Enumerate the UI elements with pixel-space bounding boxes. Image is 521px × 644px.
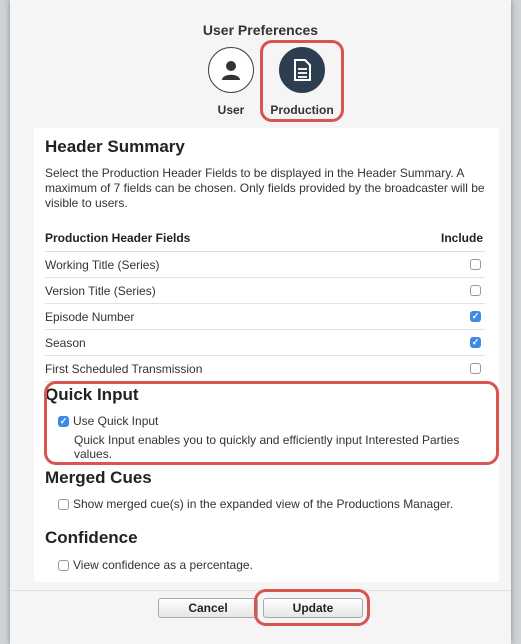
tab-production-label: Production [270,103,334,117]
table-row [45,330,485,356]
tab-user[interactable] [196,47,266,117]
include-checkbox[interactable] [470,337,481,348]
table-row [45,252,485,278]
table-row [45,304,485,330]
header-fields-table [45,225,485,382]
user-icon [208,47,254,93]
quick-input-title: Quick Input [45,385,139,404]
include-checkbox[interactable] [470,259,481,270]
table-row [45,278,485,304]
row-label: Working Title (Series) [45,257,160,272]
include-checkbox[interactable] [470,363,481,374]
include-checkbox[interactable] [470,285,481,296]
quick-input-label: Use Quick Input [73,414,159,428]
column-header-include: Include [440,231,483,245]
row-label: Season [45,335,86,350]
quick-input-description: Quick Input enables you to quickly and efficiently input Interested Parties values. [74,433,460,461]
update-button[interactable]: Update [263,598,363,618]
production-tab-highlight [260,40,344,122]
column-header-fields: Production Header Fields [45,231,191,245]
confidence-checkbox[interactable] [58,560,69,571]
cancel-button[interactable]: Cancel [158,598,258,618]
confidence-title: Confidence [45,528,138,547]
row-label: Version Title (Series) [45,283,156,298]
confidence-option[interactable] [58,558,253,572]
row-label: First Scheduled Transmission [45,361,203,376]
preferences-content [34,128,499,582]
update-button-highlight [254,589,370,626]
merged-cues-title: Merged Cues [45,468,152,487]
merged-cues-option[interactable] [58,497,453,511]
merged-cues-checkbox[interactable] [58,499,69,510]
table-row [45,356,485,382]
merged-cues-label: Show merged cue(s) in the expanded view of the Productions Manager. [73,497,454,511]
user-preferences-dialog [10,0,511,644]
row-label: Episode Number [45,309,135,324]
table-header [45,225,485,252]
dialog-title: User Preferences [202,22,319,38]
include-checkbox[interactable] [470,311,481,322]
header-summary-title: Header Summary [45,137,185,156]
quick-input-highlight [44,381,499,465]
tab-user-label: User [217,103,245,117]
confidence-label: View confidence as a percentage. [73,558,253,572]
header-summary-description: Select the Production Header Fields to be displayed in the Header Summary. A maximum of 7 fields can be chosen. Only fields provided by the broadcaster will be visible to users. [45,166,485,210]
